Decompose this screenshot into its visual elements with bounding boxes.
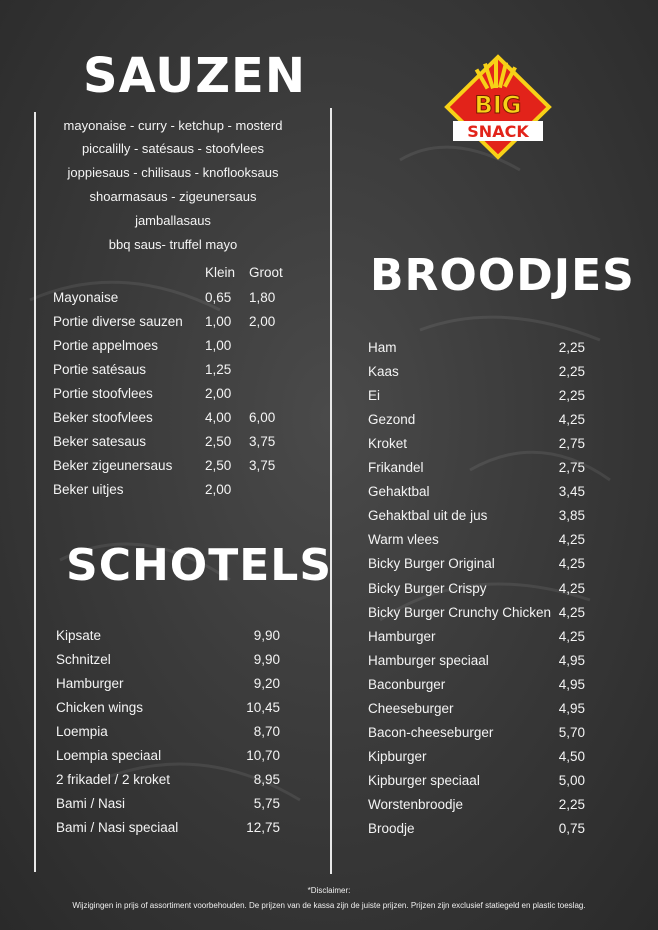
item-name: Portie satésaus xyxy=(53,362,147,377)
sauce-line: joppiesaus - chilisaus - knoflooksaus xyxy=(67,165,279,180)
item-name: Cheeseburger xyxy=(368,700,454,716)
item-price: 9,20 xyxy=(253,676,280,691)
divider-middle xyxy=(330,108,332,874)
schotels-row xyxy=(56,628,280,646)
item-name: Warm vlees xyxy=(368,532,439,548)
schotels-row xyxy=(56,796,280,814)
broodjes-row xyxy=(368,797,585,815)
sauzen-row xyxy=(53,410,283,428)
broodjes-row xyxy=(368,508,585,526)
item-price: 3,45 xyxy=(558,484,585,500)
sauzen-row xyxy=(53,338,283,356)
item-name: Loempia xyxy=(56,724,108,739)
item-price: 9,90 xyxy=(253,628,280,643)
item-price: 5,00 xyxy=(558,772,585,788)
sauzen-row xyxy=(53,386,283,404)
item-name: Kipsate xyxy=(56,628,102,643)
item-price: 8,70 xyxy=(253,724,280,739)
schotels-title: SCHOTELS xyxy=(66,540,333,591)
sauce-line: jamballasaus xyxy=(135,213,211,228)
sauzen-row xyxy=(53,290,283,308)
item-name: Frikandel xyxy=(368,460,424,476)
item-name: Hamburger speciaal xyxy=(368,652,489,668)
item-price: 9,90 xyxy=(253,652,280,667)
broodjes-row xyxy=(368,677,585,695)
big-snack-logo xyxy=(443,53,553,161)
item-price: 4,25 xyxy=(558,604,585,620)
item-price: 10,45 xyxy=(246,700,280,715)
broodjes-row xyxy=(368,460,585,478)
price-groot: 6,00 xyxy=(249,410,276,425)
broodjes-row xyxy=(368,556,585,574)
sauzen-row xyxy=(53,482,283,500)
divider-left xyxy=(34,112,36,872)
sauzen-row xyxy=(53,458,283,476)
item-price: 2,75 xyxy=(558,460,585,476)
sauce-line: piccalilly - satésaus - stoofvlees xyxy=(81,141,265,156)
item-name: Beker stoofvlees xyxy=(53,410,153,425)
price-klein: 2,00 xyxy=(205,386,232,401)
item-price: 4,25 xyxy=(558,580,585,596)
sauce-line: bbq saus- truffel mayo xyxy=(108,237,238,252)
item-name: Portie diverse sauzen xyxy=(53,314,183,329)
broodjes-row xyxy=(368,412,585,430)
broodjes-row xyxy=(368,388,585,406)
item-price: 2,25 xyxy=(558,796,585,812)
price-klein: 2,50 xyxy=(205,434,232,449)
broodjes-row xyxy=(368,725,585,743)
item-name: Chicken wings xyxy=(56,700,144,715)
price-groot: 2,00 xyxy=(249,314,276,329)
item-name: Bicky Burger Crunchy Chicken xyxy=(368,604,552,620)
item-price: 2,75 xyxy=(558,436,585,452)
price-groot: 3,75 xyxy=(249,434,276,449)
broodjes-row xyxy=(368,821,585,839)
item-name: Kipburger xyxy=(368,748,427,764)
price-klein: 1,00 xyxy=(205,338,232,353)
schotels-row xyxy=(56,724,280,742)
item-price: 4,25 xyxy=(558,412,585,428)
column-header-groot: Groot xyxy=(249,265,283,280)
item-name: 2 frikadel / 2 kroket xyxy=(56,772,171,787)
price-klein: 1,25 xyxy=(205,362,232,377)
disclaimer-text: Wijzigingen in prijs of assortiment voorbehouden. De prijzen van de kassa zijn de juiste prijzen. Prijzen zijn exclusief statiegeld en plastic toeslag. xyxy=(72,901,586,910)
item-name: Beker uitjes xyxy=(53,482,124,497)
item-name: Beker zigeunersaus xyxy=(53,458,173,473)
item-name: Bami / Nasi speciaal xyxy=(56,820,179,835)
item-name: Gehaktbal xyxy=(368,484,430,500)
item-price: 4,25 xyxy=(558,628,585,644)
item-price: 2,25 xyxy=(558,364,585,380)
item-price: 3,85 xyxy=(558,508,585,524)
sauce-line: shoarmasaus - zigeunersaus xyxy=(89,189,257,204)
broodjes-row xyxy=(368,340,585,358)
item-name: Bacon-cheeseburger xyxy=(368,724,494,740)
sauzen-title: SAUZEN xyxy=(83,48,306,104)
price-groot: 3,75 xyxy=(249,458,276,473)
schotels-row xyxy=(56,772,280,790)
schotels-row xyxy=(56,700,280,718)
item-price: 12,75 xyxy=(246,820,280,835)
item-name: Hamburger xyxy=(56,676,124,691)
price-klein: 2,00 xyxy=(205,482,232,497)
broodjes-title: BROODJES xyxy=(370,250,635,301)
sauzen-row xyxy=(53,362,283,380)
item-price: 4,50 xyxy=(558,748,585,764)
item-price: 5,70 xyxy=(558,724,585,740)
sauce-line: mayonaise - curry - ketchup - mosterd xyxy=(63,118,283,133)
broodjes-row xyxy=(368,436,585,454)
price-klein: 1,00 xyxy=(205,314,232,329)
item-name: Portie stoofvlees xyxy=(53,386,153,401)
item-name: Kroket xyxy=(368,436,408,452)
item-price: 4,25 xyxy=(558,532,585,548)
broodjes-row xyxy=(368,605,585,623)
item-name: Bami / Nasi xyxy=(56,796,126,811)
item-name: Gezond xyxy=(368,412,416,428)
schotels-row xyxy=(56,676,280,694)
item-name: Kipburger speciaal xyxy=(368,772,480,788)
item-name: Bicky Burger Crispy xyxy=(368,580,487,596)
item-price: 4,95 xyxy=(558,676,585,692)
broodjes-row xyxy=(368,701,585,719)
item-name: Kaas xyxy=(368,364,399,380)
item-name: Ei xyxy=(368,388,381,404)
broodjes-row xyxy=(368,581,585,599)
price-klein: 2,50 xyxy=(205,458,232,473)
broodjes-row xyxy=(368,653,585,671)
item-price: 0,75 xyxy=(558,821,585,836)
item-name: Gehaktbal uit de jus xyxy=(368,508,488,524)
item-name: Hamburger xyxy=(368,628,436,644)
item-name: Bicky Burger Original xyxy=(368,556,495,572)
schotels-row xyxy=(56,820,280,838)
logo-text-big: BIG xyxy=(474,91,522,119)
item-price: 5,75 xyxy=(253,796,280,811)
item-price: 2,25 xyxy=(558,340,585,355)
price-groot: 1,80 xyxy=(249,290,276,305)
sauzen-row xyxy=(53,434,283,452)
item-name: Ham xyxy=(368,340,397,355)
item-name: Beker satesaus xyxy=(53,434,147,449)
broodjes-row xyxy=(368,484,585,502)
item-name: Mayonaise xyxy=(53,290,119,305)
item-price: 4,95 xyxy=(558,652,585,668)
broodjes-row xyxy=(368,629,585,647)
item-price: 10,70 xyxy=(246,748,280,763)
schotels-row xyxy=(56,652,280,670)
item-price: 2,25 xyxy=(558,388,585,404)
item-name: Broodje xyxy=(368,821,415,836)
item-name: Schnitzel xyxy=(56,652,111,667)
broodjes-row xyxy=(368,773,585,791)
schotels-row xyxy=(56,748,280,766)
logo-text-snack: SNACK xyxy=(467,122,529,141)
item-price: 4,25 xyxy=(558,556,585,572)
price-klein: 4,00 xyxy=(205,410,232,425)
item-price: 8,95 xyxy=(253,772,280,787)
item-name: Worstenbroodje xyxy=(368,796,464,812)
price-klein: 0,65 xyxy=(205,290,232,305)
item-name: Loempia speciaal xyxy=(56,748,162,763)
broodjes-row xyxy=(368,532,585,550)
broodjes-row xyxy=(368,364,585,382)
item-name: Baconburger xyxy=(368,676,446,692)
item-name: Portie appelmoes xyxy=(53,338,159,353)
column-header-klein: Klein xyxy=(205,265,236,280)
item-price: 4,95 xyxy=(558,700,585,716)
sauzen-row xyxy=(53,314,283,332)
broodjes-row xyxy=(368,749,585,767)
disclaimer-heading: *Disclaimer: xyxy=(307,886,351,895)
